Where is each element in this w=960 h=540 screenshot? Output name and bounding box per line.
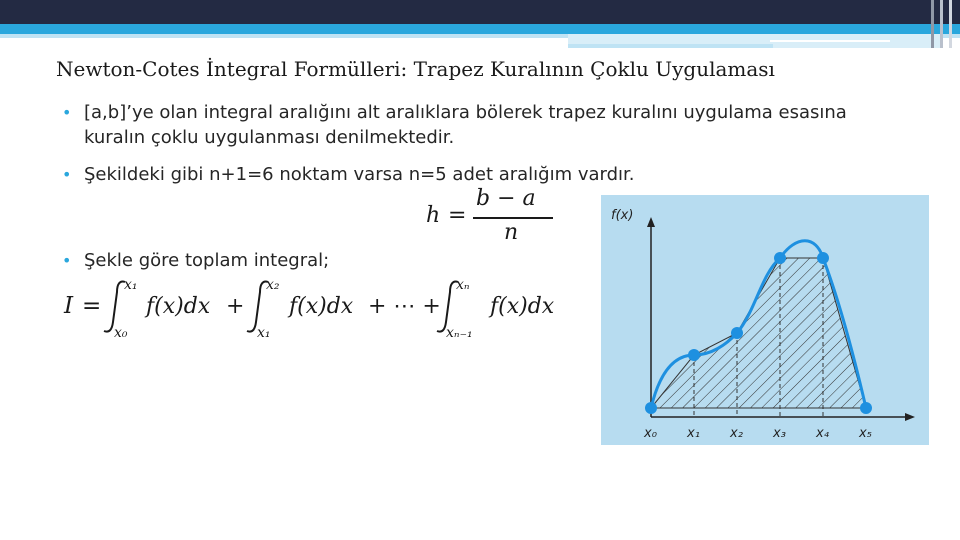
plus-sign: +	[226, 294, 245, 319]
corner-stripe	[940, 0, 943, 48]
lower-limit: x₁	[257, 325, 271, 341]
y-axis-label: f(x)	[611, 208, 634, 223]
node-point	[731, 327, 743, 339]
h-symbol: h	[426, 203, 441, 228]
x-tick-label: x₀	[644, 426, 657, 441]
bullet-dot-icon: •	[62, 251, 72, 270]
bullet-item	[62, 248, 484, 273]
bullet-dot-icon: •	[62, 103, 72, 122]
integral-sign-icon	[247, 281, 268, 331]
header-band-blue	[0, 24, 960, 34]
x-tick-label: x₅	[859, 426, 872, 441]
node-point	[860, 402, 872, 414]
fraction-numerator: b − a	[476, 186, 536, 211]
x-tick-label: x₃	[773, 426, 786, 441]
equals-sign: =	[448, 203, 467, 228]
integral-sign-icon	[104, 281, 125, 331]
node-point	[688, 349, 700, 361]
x-tick-label: x₄	[816, 426, 829, 441]
upper-limit: x₁	[124, 277, 138, 293]
fraction-bar	[473, 217, 553, 219]
integrand: f(x)dx	[289, 294, 354, 319]
header-white-line	[770, 40, 890, 42]
header-notch-line	[568, 44, 773, 48]
fraction-denominator: n	[504, 220, 519, 245]
header-band-dark	[0, 0, 960, 24]
corner-stripe	[931, 0, 934, 48]
upper-limit: xₙ	[456, 277, 470, 293]
bullet-item	[62, 162, 804, 187]
integrand: f(x)dx	[490, 294, 555, 319]
ellipsis-plus: + ⋯ +	[368, 294, 441, 319]
bullet-text: Şekildeki gibi n+1=6 noktam varsa n=5 adet aralığım vardır.	[84, 164, 635, 185]
lower-limit: xₙ₋₁	[446, 325, 473, 341]
trapezoid-figure	[601, 195, 929, 445]
integral-lhs: I	[64, 293, 74, 319]
bullet-dot-icon: •	[62, 165, 72, 184]
integrand: f(x)dx	[146, 294, 211, 319]
x-tick-label: x₁	[687, 426, 700, 441]
corner-stripe	[949, 0, 952, 48]
bullet-text: Şekle göre toplam integral;	[84, 250, 330, 271]
bullet-text: [a,b]’ye olan integral aralığını alt aralıklara bölerek trapez kuralını uygulama esasına kuralın çoklu uygulanması denilmektedir.	[84, 102, 847, 148]
upper-limit: x₂	[266, 277, 280, 293]
lower-limit: x₀	[114, 325, 128, 341]
integral-sign-icon	[437, 281, 458, 331]
node-point	[645, 402, 657, 414]
slide-title: Newton-Cotes İntegral Formülleri: Trapez Kuralının Çoklu Uygulaması	[56, 57, 775, 81]
node-point	[817, 252, 829, 264]
x-tick-label: x₂	[730, 426, 743, 441]
node-point	[774, 252, 786, 264]
integral-equals: =	[82, 293, 102, 319]
bullet-item	[62, 100, 904, 150]
